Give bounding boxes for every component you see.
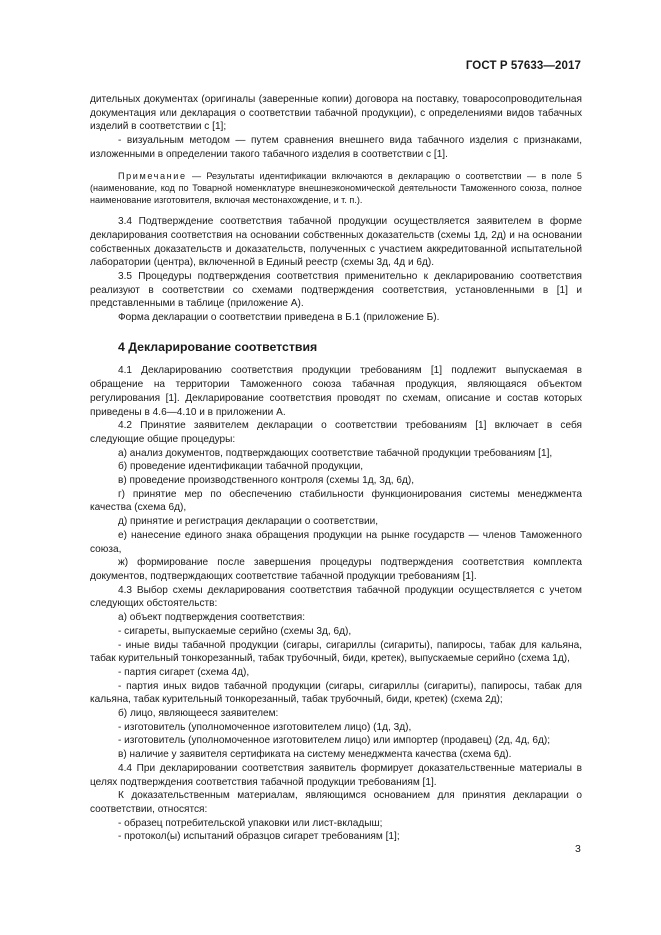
paragraph: - визуальным методом — путем сравнения внешнего вида табачного изделия с признаками, изложенными в определении такого табачного изделия в соответствии с [1]. [90,135,582,160]
list-item: д) принятие и регистрация декларации о соответствии, [118,516,379,528]
note-text: — Результаты идентификации включаются в декларацию о соответствии — в поле 5 (наименование, код по Товарной номенклатуре внешнеэкономической деятельности Таможенного союза, полное наименование изготовителя, включая местонахождение, и т. п.). [90,170,582,205]
document-header: ГОСТ Р 57633—2017 [465,60,581,72]
list-item: б) проведение идентификации табачной продукции, [118,461,364,473]
document-body [90,93,582,844]
list-item: в) проведение производственного контроля (схемы 1д, 3д, 6д), [118,475,415,487]
list-item: - сигареты, выпускаемые серийно (схемы 3д, 6д), [118,625,352,637]
list-item: - партия иных видов табачной продукции (сигары, сигариллы (сигариты), папиросы, табак для кальяна, табак курительный тонкорезанный, табак трубочный, биди, кретек) (схема 2д); [90,680,582,706]
section-title: 4 Декларирование соответствия [118,339,318,354]
list-item: г) принятие мер по обеспечению стабильности функционирования системы менеджмента качества (схема 6д), [90,488,582,514]
note-label: Примечание [118,170,187,181]
list-item: - изготовитель (уполномоченное изготовителем лицо) (1д, 3д), [118,721,412,733]
list-item: б) лицо, являющееся заявителем: [118,708,279,720]
paragraph: 4.4 При декларировании соответствия заявитель формирует доказательственные материалы в целях подтверждения соответствия табачной продукции требованиям [1]. [90,762,582,788]
list-item: - протокол(ы) испытаний образцов сигарет требованиям [1]; [118,831,400,843]
list-item: ж) формирование после завершения процедуры подтверждения соответствия комплекта документов, подтверждающих соответствие табачной продукции требованиям [1]. [90,557,582,582]
list-item: а) анализ документов, подтверждающих соответствие табачной продукции требованиям [1], [118,447,553,459]
paragraph: дительных документах (оригиналы (заверенные копии) договора на поставку, товаросопроводительная документация или декларация о соответствии табачной продукции), с определениями видов табачных изделий в соответствии с [1]; [90,94,582,133]
page-number: 3 [575,843,581,855]
paragraph: 4.1 Декларированию соответствия продукции требованиям [1] подлежит выпускаемая в обращение на территории Таможенного союза табачная продукция, являющаяся объектом регулирования [1]. Декларирование соответствия проводят по схемам, описание и состав которых приведены в 4.6—4.10 и в приложении А. [90,365,582,418]
paragraph: 3.4 Подтверждение соответствия табачной продукции осуществляется заявителем в форме декларирования соответствия на основании собственных доказательств (схемы 1д, 2д) и на основании собственных доказательств и доказательств, полученных с участием аккредитованной испытательной лаборатории (центра), включенной в Единый реестр (схемы 3д, 4д и 6д). [90,216,582,269]
note [90,170,582,207]
list-item: е) нанесение единого знака обращения продукции на рынке государств — членов Таможенного союза, [90,529,582,555]
list-item: - иные виды табачной продукции (сигары, сигариллы (сигариты), папиросы, табак для кальяна, табак курительный тонкорезанный, табак трубочный, биди, кретек), выпускаемые серийно (схема 1д), [90,639,582,665]
list-item: - образец потребительской упаковки или лист-вкладыш; [118,817,383,829]
list-item: - изготовитель (уполномоченное изготовителем лицо) или импортер (продавец) (2д, 4д, 6д); [118,735,551,747]
paragraph: Форма декларации о соответствии приведена в Б.1 (приложение Б). [118,312,440,324]
paragraph: К доказательственным материалам, являющимся основанием для принятия декларации о соответствии, относятся: [90,790,582,815]
paragraph: 4.3 Выбор схемы декларирования соответствия табачной продукции осуществляется с учетом следующих обстоятельств: [90,584,582,610]
list-item: - партия сигарет (схема 4д), [118,666,250,678]
list-item: в) наличие у заявителя сертификата на систему менеджмента качества (схема 6д). [118,749,512,761]
paragraph: 3.5 Процедуры подтверждения соответствия применительно к декларированию соответствия реализуют в соответствии со схемами подтверждения соответствия, установленными в [1] и представленными в таблице (приложение А). [90,270,582,310]
list-item: а) объект подтверждения соответствия: [118,612,306,624]
paragraph: 4.2 Принятие заявителем декларации о соответствии требованиям [1] включает в себя следующие общие процедуры: [90,420,582,445]
